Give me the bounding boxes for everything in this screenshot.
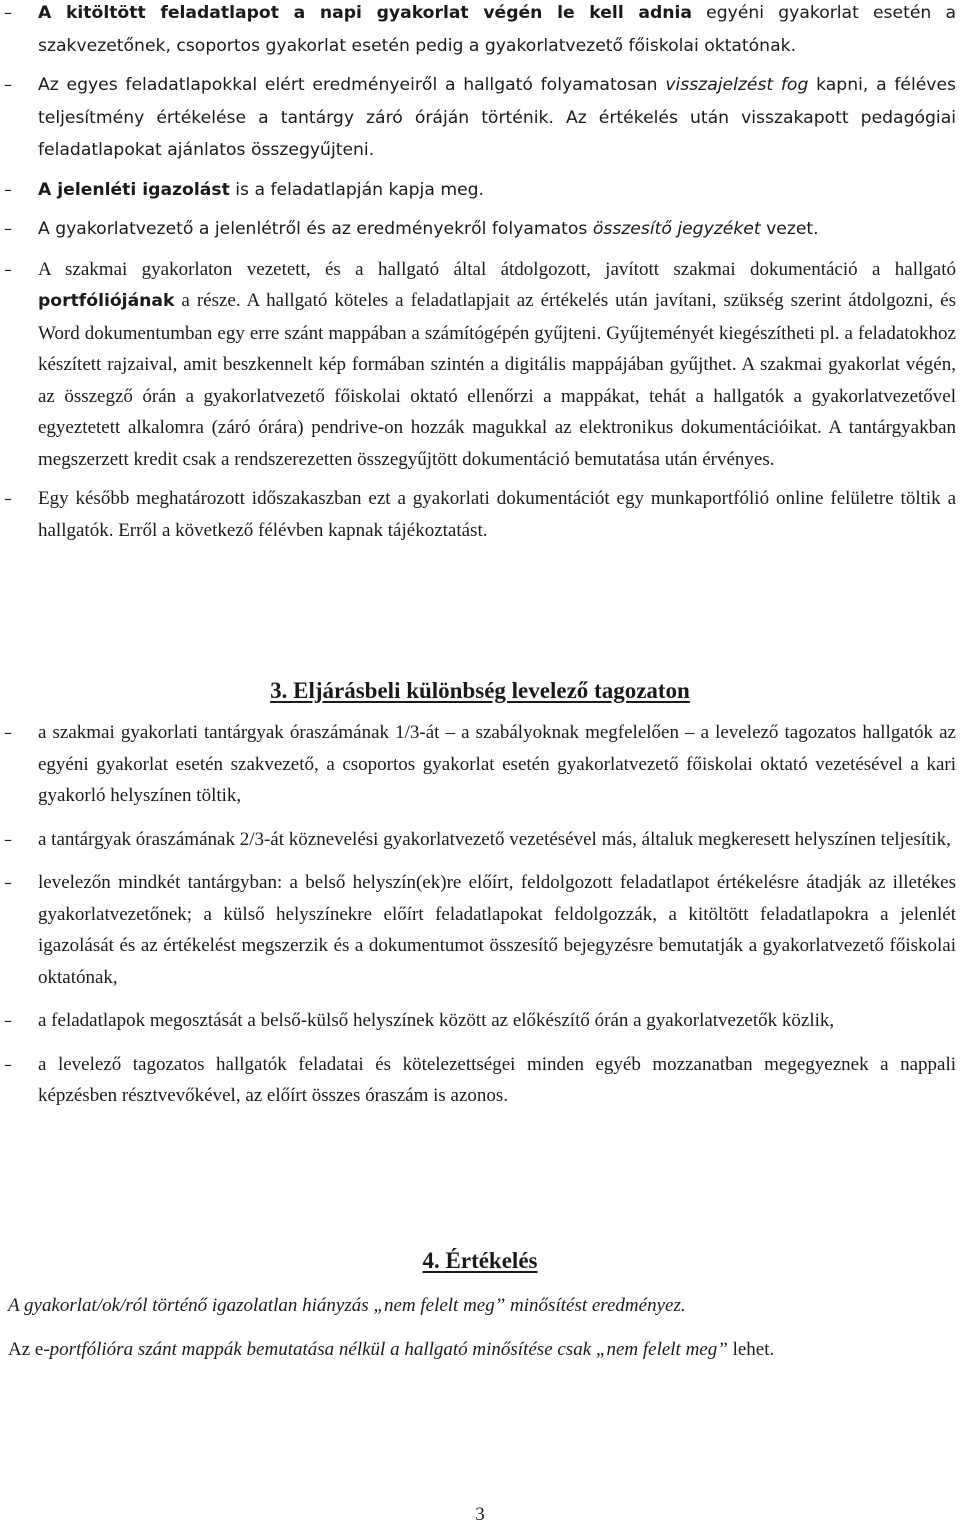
list-item-text bbox=[38, 75, 956, 160]
text: vezet. bbox=[760, 219, 819, 239]
list-item bbox=[0, 69, 956, 167]
list-item: – Egy később meghatározott időszakaszban ezt a gyakorlati dokumentációt egy munkaportfólió online felületre töltik a hallgatók. Erről a következő félévben kapnak tájékoztatást. bbox=[0, 483, 956, 546]
text: lehet. bbox=[727, 1339, 775, 1360]
section-heading bbox=[0, 1246, 960, 1276]
text: A szakmai gyakorlaton vezetett, és a hallgató által átdolgozott, javított szakmai dokumentáció a hallgató bbox=[38, 258, 956, 280]
page-number: 3 bbox=[475, 1504, 485, 1525]
italic-text: portfólióra szánt mappák bemutatása nélkül a hallgató minősítése csak „nem felelt meg” bbox=[49, 1339, 728, 1360]
list-item-text bbox=[38, 259, 956, 470]
text: egyéni gyakorlat esetén a szakvezetőnek, csoportos gyakorlat esetén pedig a gyakorlatvezető főiskolai oktatónak. bbox=[38, 3, 956, 56]
list-item: – a tantárgyak óraszámának 2/3-át köznevelési gyakorlatvezető vezetésével más, általuk megkeresett helyszínen teljesítik, bbox=[0, 824, 956, 856]
list-item bbox=[0, 0, 956, 62]
paragraph bbox=[8, 1290, 956, 1322]
italic-text: visszajelzést fog bbox=[665, 75, 809, 95]
section-heading-text: 3. Eljárásbeli különbség levelező tagozaton bbox=[270, 678, 690, 703]
list-item bbox=[0, 254, 956, 476]
bold-text: portfóliójának bbox=[38, 291, 175, 311]
list-item bbox=[0, 213, 956, 246]
list-item bbox=[0, 174, 956, 207]
bold-text: A jelenléti igazolást bbox=[38, 179, 230, 200]
section1-list bbox=[0, 0, 956, 546]
list-item-text bbox=[38, 3, 956, 56]
text: A gyakorlatvezető a jelenlétről és az eredményekről folyamatos bbox=[38, 219, 593, 239]
italic-text: A gyakorlat/ok/ról történő igazolatlan hiányzás „nem felelt meg” minősítést eredményez. bbox=[8, 1295, 686, 1316]
list-item: – a levelező tagozatos hallgatók feladatai és kötelezettségei minden egyéb mozzanatban megegyeznek a nappali képzésben résztvevőkével, az előírt összes óraszám is azonos. bbox=[0, 1049, 956, 1112]
text: is a feladatlapján kapja meg. bbox=[229, 179, 485, 200]
text: a része. A hallgató köteles a feladatlapjait az értékelés után javítani, szükség szerint átdolgozni, és Word dokumentumban egy erre szánt mappában a számítógépén gyűjteni. Gyűjteményét kiegészítheti pl. a feladatokhoz készített rajzaival, amit beszkennelt kép formában szintén a digitális mappájában gyűjthet. A szakmai gyakorlat végén, az összegző órán a gyakorlatvezető főiskolai oktató ellenőrzi a mappákat, tehát a hallgatók a gyakorlatvezetővel egyeztetett alkalomra (záró órára) pendrive-on hozzák magukkal az elektronikus dokumentációikat. A tantárgyakban megszerzett kredit csak a rendszerezetten összegyűjtött dokumentáció bemutatása után érvényes. bbox=[38, 290, 956, 470]
list-item-text bbox=[38, 219, 819, 239]
list-item: – a feladatlapok megosztását a belső-külső helyszínek között az előkészítő órán a gyakorlatvezetők közlik, bbox=[0, 1005, 956, 1037]
bold-text: A kitöltött feladatlapot a napi gyakorlat végén le kell adnia bbox=[38, 3, 693, 23]
italic-text: összesítő jegyzéket bbox=[592, 219, 761, 239]
list-item: – levelezőn mindkét tantárgyban: a belső helyszín(ek)re előírt, feldolgozott feladatlapot értékelésre átadják az illetékes gyakorlatvezetőnek; a külső helyszínekre előírt feladatlapokat feldolgozzák, a kitöltött feladatlapokra a jelenlét igazolását és az értékelést megszerzik és a dokumentumot összesítő bejegyzésre bemutatják a gyakorlatvezető főiskolai oktatónak, bbox=[0, 867, 956, 993]
text: kapni, a féléves teljesítmény értékelése a tantárgy záró óráján történik. Az értékelés után visszakapott pedagógiai feladatlapokat ajánlatos összegyűjteni. bbox=[38, 75, 957, 160]
section3-list bbox=[0, 717, 956, 1124]
section-heading bbox=[0, 676, 960, 706]
paragraph bbox=[8, 1334, 956, 1366]
list-item-text bbox=[38, 180, 484, 200]
text: Az egyes feladatlapokkal elért eredményeiről a hallgató folyamatosan bbox=[38, 75, 666, 95]
list-item: – a szakmai gyakorlati tantárgyak óraszámának 1/3-át – a szabályoknak megfelelően – a levelező tagozatos hallgatók az egyéni gyakorlat esetén szakvezető, a csoportos gyakorlat esetén gyakorlatvezető főiskolai oktató vezetésével a kari gyakorló helyszínen töltik, bbox=[0, 717, 956, 812]
text: Az e- bbox=[8, 1339, 50, 1360]
section-heading-text: 4. Értékelés bbox=[422, 1248, 538, 1273]
